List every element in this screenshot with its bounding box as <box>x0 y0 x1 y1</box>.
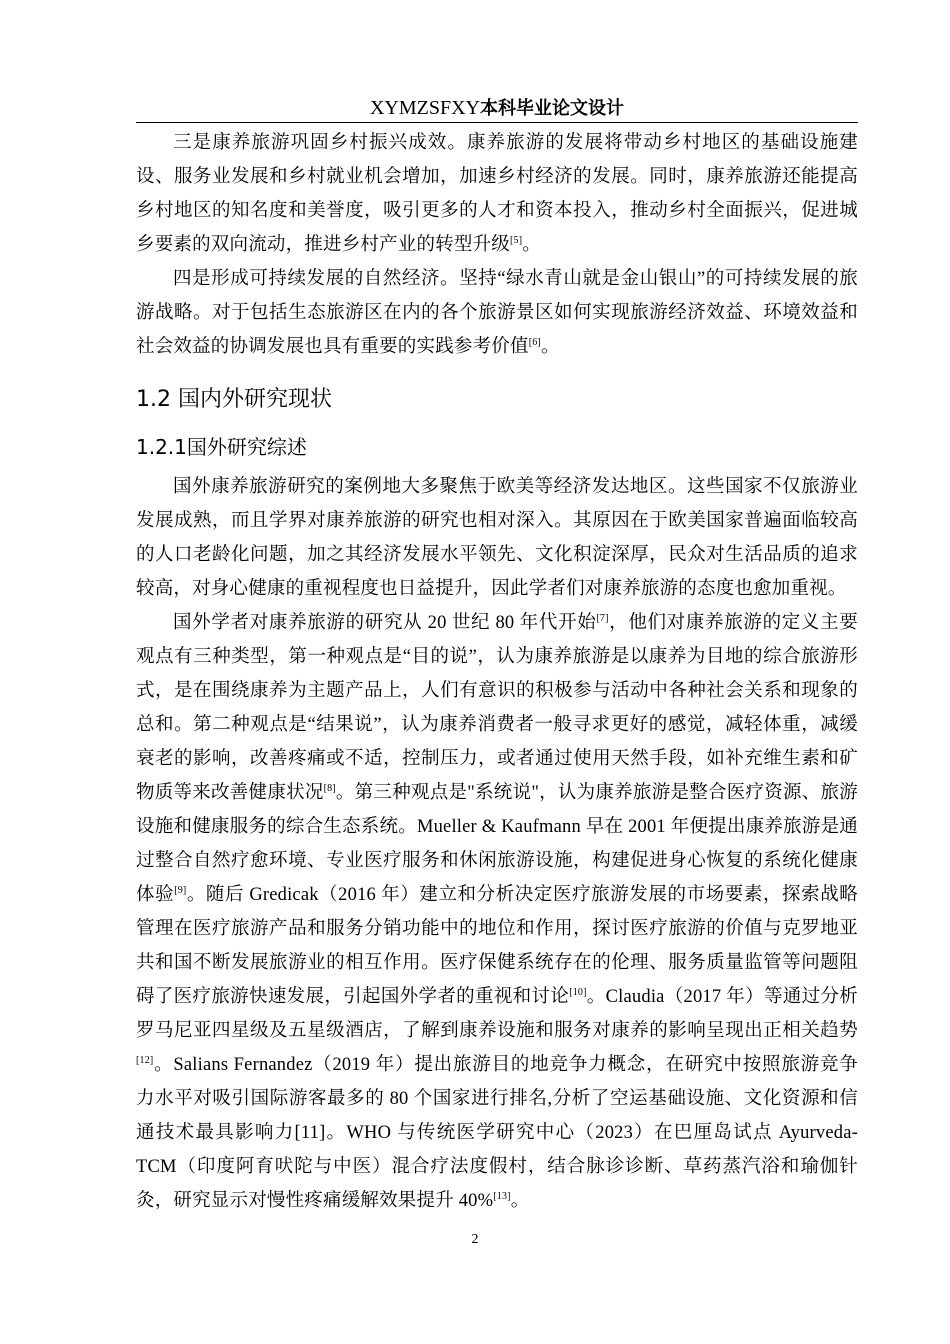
citation-ref: [10] <box>569 987 587 998</box>
paragraph-sustainable-economy <box>136 262 858 364</box>
header-title: 本科毕业论文设计 <box>480 98 625 119</box>
subsection-heading: 1.2.1国外研究综述 <box>136 435 307 459</box>
citation-ref: [13] <box>493 1191 511 1202</box>
citation-ref: [9] <box>174 885 187 896</box>
page-content <box>136 126 858 1218</box>
paragraph-text: 四是形成可持续发展的自然经济。坚持“绿水青山就是金山银山”的可持续发展的旅游战略。对于包括生态旅游区在内的各个旅游景区如何实现旅游经济效益、环境效益和社会效益的协调发展也具有重要的实践参考价值 <box>136 269 858 357</box>
paragraph-tail: 。 <box>510 1191 530 1211</box>
page-number: 2 <box>471 1232 479 1247</box>
paragraph-overview: 国外康养旅游研究的案例地大多聚焦于欧美等经济发达地区。这些国家不仅旅游业发展成熟，而且学界对康养旅游的研究也相对深入。其原因在于欧美国家普遍面临较高的人口老龄化问题，加之其经济发展水平领先、文化积淀深厚，民众对生活品质的追求较高，对身心健康的重视程度也日益提升，因此学者们对康养旅游的态度也愈加重视。 <box>136 477 858 599</box>
paragraph-text: 。第三种观点是"系统说"，认为康养旅游是整合医疗资源、旅游设施和健康服务的综合生态系统。Mueller & Kaufmann 早在 2001 年便提出康养旅游是通过整合自然疗愈环境、专业医疗服务和休闲旅游设施，构建促进身心恢复的系统化健康体验 <box>136 783 858 905</box>
paragraph-text: 三是康养旅游巩固乡村振兴成效。康养旅游的发展将带动乡村地区的基础设施建设、服务业发展和乡村就业机会增加，加速乡村经济的发展。同时，康养旅游还能提高乡村地区的知名度和美誉度，吸引更多的人才和资本投入，推动乡村全面振兴，促进城乡要素的双向流动，推进乡村产业的转型升级 <box>136 133 858 255</box>
header-code: XYMZSFXY <box>369 97 481 119</box>
paragraph-research-history <box>136 606 858 1218</box>
paragraph-tail: 。 <box>540 337 560 357</box>
citation-ref: [8] <box>323 783 336 794</box>
citation-ref: [7] <box>596 613 609 624</box>
citation-ref: [12] <box>136 1055 154 1066</box>
paragraph-rural-revitalization <box>136 126 858 262</box>
paragraph-tail: 。 <box>522 235 541 255</box>
paragraph-text: 国外学者对康养旅游的研究从 20 世纪 80 年代开始 <box>173 613 597 633</box>
citation-ref: [6] <box>528 337 541 348</box>
paragraph-text: 。随后 Gredicak（2016 年）建立和分析决定医疗旅游发展的市场要素，探索战略管理在医疗旅游产品和服务分销功能中的地位和作用，探讨医疗旅游的价值与克罗地亚共和国不断发展旅游业的相互作用。医疗保健系统存在的伦理、服务质量监管等问题阻碍了医疗旅游快速发展，引起国外学者的重视和讨论 <box>136 885 858 1007</box>
paragraph-text: 。Salians Fernandez（2019 年）提出旅游目的地竞争力概念，在研究中按照旅游竞争力水平对吸引国际游客最多的 80 个国家进行排名,分析了空运基础设施、文化资源和信通技术最具影响力[11]。WHO 与传统医学研究中心（2023）在巴厘岛试点 Ayurveda-TCM（印度阿育吠陀与中医）混合疗法度假村，结合脉诊诊断、草药蒸汽浴和瑜伽针灸，研究显示对慢性疼痛缓解效果提升 40% <box>136 1055 858 1211</box>
section-heading: 1.2 国内外研究现状 <box>136 387 332 412</box>
paragraph-text: ，他们对康养旅游的定义主要观点有三种类型，第一种观点是“目的说”，认为康养旅游是以康养为目地的综合旅游形式，是在围绕康养为主题产品上，人们有意识的积极参与活动中各种社会关系和现象的总和。第二种观点是“结果说”，认为康养消费者一般寻求更好的感觉，减轻体重，减缓衰老的影响，改善疼痛或不适，控制压力，或者通过使用天然手段，如补充维生素和矿物质等来改善健康状况 <box>136 613 858 803</box>
citation-ref: [5] <box>510 235 523 246</box>
page-header <box>136 94 858 123</box>
paragraph-text: 。Claudia（2017 年）等通过分析罗马尼亚四星级及五星级酒店，了解到康养设施和服务对康养的影响呈现出正相关趋势 <box>136 987 858 1041</box>
